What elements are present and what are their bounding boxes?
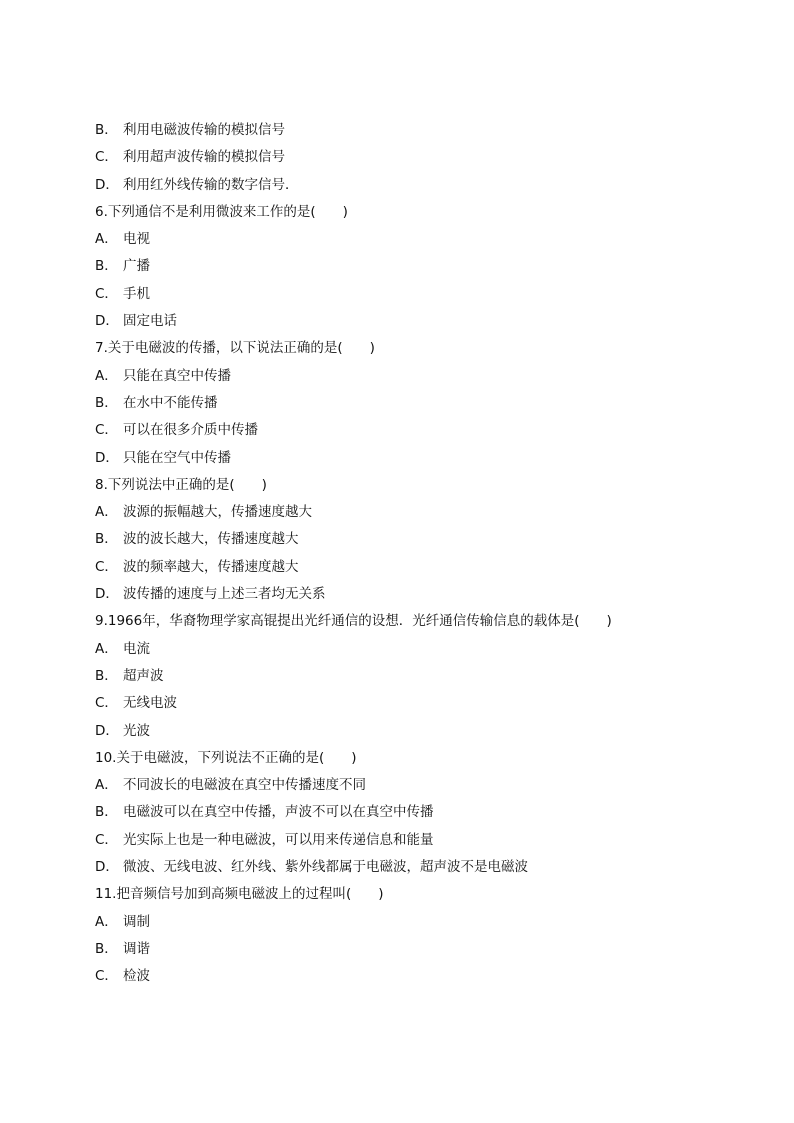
question-stem: 7.关于电磁波的传播，以下说法正确的是( ) [95, 340, 375, 357]
option-letter: D． [95, 859, 119, 876]
option-text: 光实际上也是一种电磁波，可以用来传递信息和能量 [123, 831, 434, 848]
answer-option [95, 445, 715, 472]
answer-option [95, 390, 715, 417]
option-letter: C． [95, 558, 118, 575]
option-text: 利用电磁波传输的模拟信号 [123, 122, 285, 138]
option-text: 广播 [123, 258, 150, 275]
answer-option [95, 581, 715, 608]
option-text: 利用红外线传输的数字信号． [123, 176, 299, 193]
option-text: 检波 [123, 968, 150, 985]
option-letter: A． [95, 640, 118, 657]
option-text: 可以在很多介质中传播 [123, 422, 258, 439]
option-letter: D． [95, 722, 119, 739]
option-letter: B． [95, 122, 118, 138]
option-letter: C． [95, 149, 118, 166]
option-letter: B． [95, 940, 118, 957]
answer-option [95, 690, 715, 717]
option-letter: A． [95, 913, 118, 930]
option-text: 波的波长越大，传播速度越大 [123, 531, 299, 548]
answer-option [95, 117, 715, 144]
option-text: 只能在空气中传播 [123, 449, 231, 466]
answer-option [95, 936, 715, 963]
option-letter: B． [95, 258, 118, 275]
answer-option [95, 827, 715, 854]
answer-option [95, 363, 715, 390]
option-text: 超声波 [123, 667, 164, 684]
option-letter: D． [95, 313, 119, 330]
option-letter: A． [95, 231, 118, 248]
answer-option [95, 799, 715, 826]
option-text: 无线电波 [123, 695, 177, 712]
option-text: 电流 [123, 640, 150, 657]
option-text: 调制 [123, 913, 150, 930]
option-letter: D． [95, 586, 119, 603]
answer-option [95, 854, 715, 881]
option-letter: A． [95, 367, 118, 384]
answer-option [95, 172, 715, 199]
answer-option [95, 554, 715, 581]
option-letter: D． [95, 176, 119, 193]
answer-option [95, 144, 715, 171]
option-text: 不同波长的电磁波在真空中传播速度不同 [123, 777, 366, 794]
answer-option [95, 663, 715, 690]
question-stem: 11.把音频信号加到高频电磁波上的过程叫( ) [95, 886, 384, 903]
question-stem: 6.下列通信不是利用微波来工作的是( ) [95, 203, 348, 220]
option-letter: C． [95, 695, 118, 712]
answer-option [95, 963, 715, 990]
option-text: 在水中不能传播 [123, 394, 218, 411]
answer-option [95, 308, 715, 335]
option-text: 利用超声波传输的模拟信号 [123, 149, 285, 166]
option-text: 电磁波可以在真空中传播，声波不可以在真空中传播 [123, 804, 434, 821]
answer-option [95, 909, 715, 936]
option-text: 光波 [123, 722, 150, 739]
answer-option [95, 253, 715, 280]
option-letter: C． [95, 285, 118, 302]
option-letter: D． [95, 449, 119, 466]
option-letter: C． [95, 422, 118, 439]
option-text: 固定电话 [123, 313, 177, 330]
option-letter: A． [95, 504, 118, 521]
answer-option [95, 499, 715, 526]
question-list [95, 117, 715, 991]
option-text: 调谐 [123, 940, 150, 957]
option-text: 电视 [123, 231, 150, 248]
answer-option [95, 772, 715, 799]
option-text: 波源的振幅越大，传播速度越大 [123, 504, 312, 521]
question-stem: 9.1966年，华裔物理学家高锟提出光纤通信的设想．光纤通信传输信息的载体是( ) [95, 613, 612, 630]
answer-option [95, 417, 715, 444]
answer-option [95, 226, 715, 253]
option-text: 微波、无线电波、红外线、紫外线都属于电磁波，超声波不是电磁波 [123, 859, 528, 876]
question-stem: 10.关于电磁波，下列说法不正确的是( ) [95, 749, 357, 766]
option-letter: C． [95, 831, 118, 848]
question-stem: 8.下列说法中正确的是( ) [95, 476, 267, 493]
option-text: 只能在真空中传播 [123, 367, 231, 384]
answer-option [95, 636, 715, 663]
option-letter: A． [95, 777, 118, 794]
option-letter: C． [95, 968, 118, 985]
option-text: 波的频率越大，传播速度越大 [123, 558, 299, 575]
option-letter: B． [95, 394, 118, 411]
answer-option [95, 281, 715, 308]
answer-option [95, 526, 715, 553]
option-text: 手机 [123, 285, 150, 302]
answer-option [95, 718, 715, 745]
option-letter: B． [95, 804, 118, 821]
option-text: 波传播的速度与上述三者均无关系 [123, 586, 326, 603]
option-letter: B． [95, 667, 118, 684]
option-letter: B． [95, 531, 118, 548]
